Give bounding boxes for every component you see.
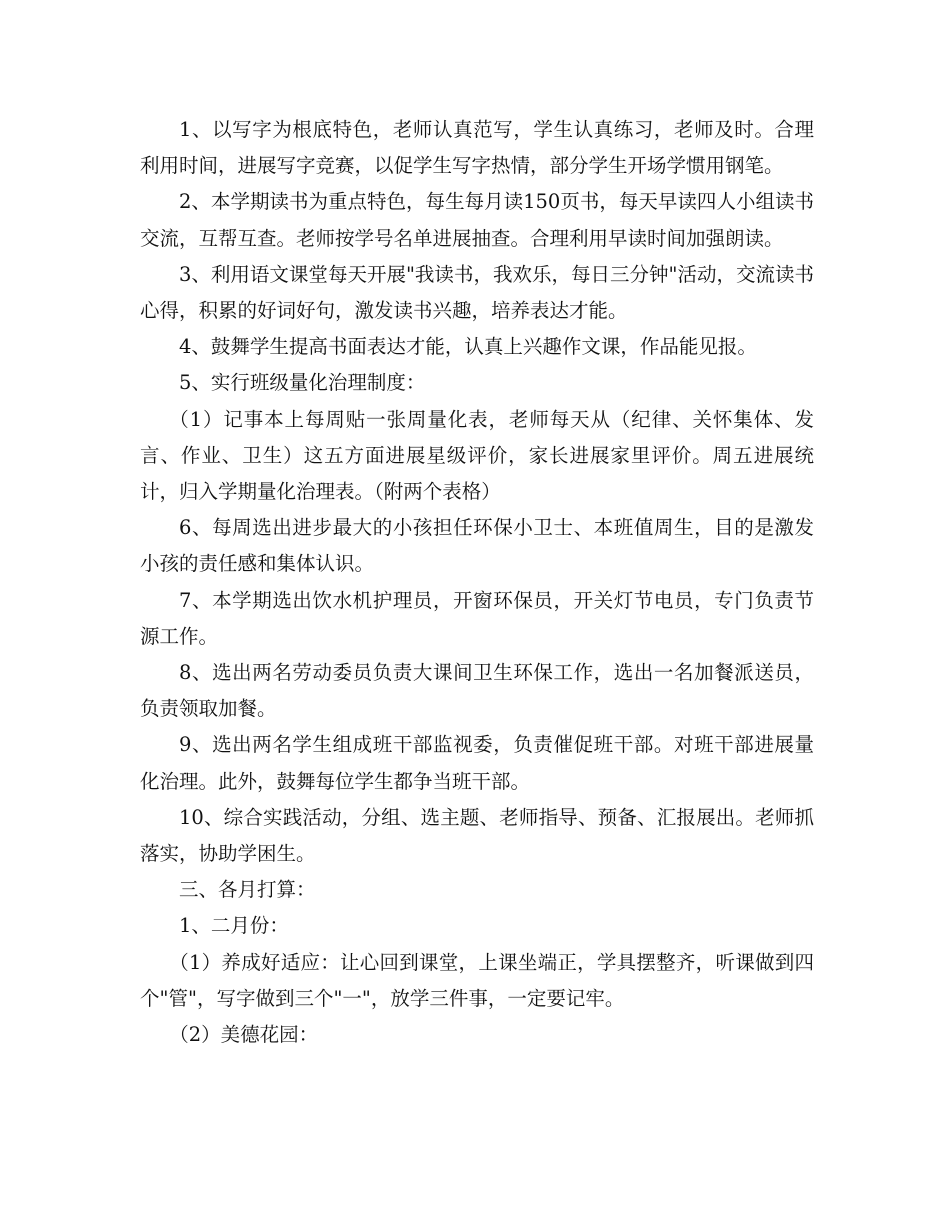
paragraph-weekly-selection: 6、每周选出进步最大的小孩担任环保小卫士、本班值周生，目的是激发小孩的责任感和集体认识。 <box>140 516 814 576</box>
paragraph-good-habits: （1）养成好适应：让心回到课堂，上课坐端正，学具摆整齐，听课做到四个"管"，写字做到三个"一"，放学三件事，一定要记牢。 <box>140 950 814 1010</box>
section-heading-monthly-plan: 三、各月打算： <box>179 878 316 902</box>
paragraph-labor-committee: 8、选出两名劳动委员负责大课间卫生环保工作，选出一名加餐派送员，负责领取加餐。 <box>140 661 814 721</box>
paragraph-written-expression: 4、鼓舞学生提高书面表达才能，认真上兴趣作文课，作品能见报。 <box>179 335 757 359</box>
paragraph-energy-duties: 7、本学期选出饮水机护理员，开窗环保员，开关灯节电员，专门负责节源工作。 <box>140 588 814 648</box>
paragraph-class-management: 5、实行班级量化治理制度： <box>179 371 426 395</box>
paragraph-february: 1、二月份： <box>179 914 289 938</box>
paragraph-virtue-garden: （2）美德花园： <box>169 1023 319 1047</box>
paragraph-weekly-scoring: （1）记事本上每周贴一张周量化表，老师每天从（纪律、关怀集体、发言、作业、卫生）这五方面进展星级评价，家长进展家里评价。周五进展统计，归入学期量化治理表。（附两个表格） <box>140 407 814 504</box>
paragraph-daily-reading-activity: 3、利用语文课堂每天开展"我读书，我欢乐，每日三分钟"活动，交流读书心得，积累的好词好句，激发读书兴趣，培养表达才能。 <box>140 262 814 323</box>
paragraph-practice-activity: 10、综合实践活动，分组、选主题、老师指导、预备、汇报展出。老师抓落实，协助学困生。 <box>140 805 814 866</box>
paragraph-supervision-committee: 9、选出两名学生组成班干部监视委，负责催促班干部。对班干部进展量化治理。此外，鼓舞每位学生都争当班干部。 <box>140 733 814 793</box>
paragraph-writing-feature: 1、以写字为根底特色，老师认真范写，学生认真练习，老师及时。合理利用时间，进展写字竞赛，以促学生写字热情，部分学生开场学惯用钢笔。 <box>140 118 814 178</box>
paragraph-reading-feature: 2、本学期读书为重点特色，每生每月读150页书，每天早读四人小组读书交流，互帮互查。老师按学号名单进展抽查。合理利用早读时间加强朗读。 <box>140 190 814 250</box>
